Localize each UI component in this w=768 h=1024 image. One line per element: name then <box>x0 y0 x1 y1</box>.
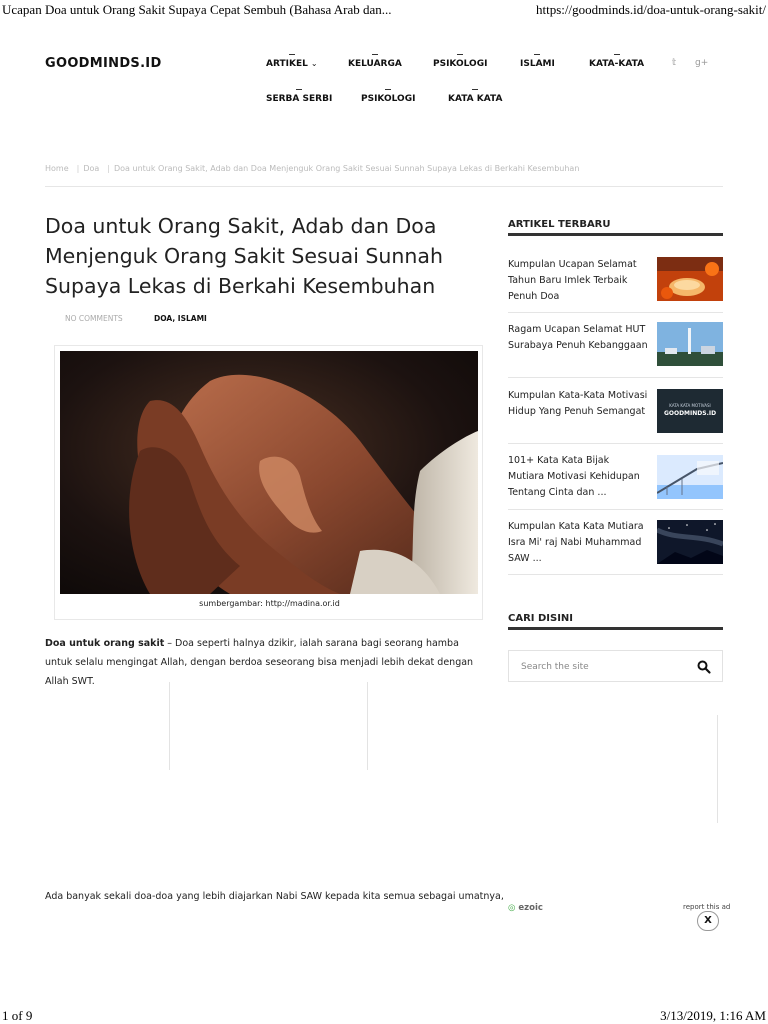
nav-label: PSIKOLOGI <box>433 59 488 69</box>
print-page-url: https://goodminds.id/doa-untuk-orang-sakit/ <box>535 2 766 17</box>
breadcrumb-divider <box>45 186 723 187</box>
google-plus-icon[interactable]: g+ <box>695 58 709 68</box>
bridge-image <box>657 455 723 499</box>
nav-item-artikel[interactable] <box>266 59 318 69</box>
recent-post-title[interactable]: Kumpulan Kata-Kata Motivasi Hidup Yang Penuh Semangat <box>508 390 648 417</box>
recent-post-thumbnail[interactable] <box>657 322 723 366</box>
print-footer <box>0 1008 768 1024</box>
breadcrumb-home[interactable]: Home <box>45 164 69 173</box>
nav-label: KATA KATA <box>448 94 503 104</box>
post-divider <box>508 312 723 313</box>
article-featured-figure <box>54 345 483 620</box>
search-input[interactable] <box>521 659 691 675</box>
nav-dash <box>372 54 378 55</box>
nav-item-kata-kata-2[interactable] <box>448 94 502 104</box>
recent-post-title[interactable]: Kumpulan Ucapan Selamat Tahun Baru Imlek Terbaik Penuh Doa <box>508 259 637 302</box>
site-logo[interactable]: GOODMINDS.ID <box>45 56 162 71</box>
recent-post-thumbnail[interactable] <box>657 257 723 301</box>
post-divider <box>508 574 723 575</box>
breadcrumb-separator: | <box>76 164 80 173</box>
recent-post[interactable] <box>508 519 723 569</box>
nav-label: KELUARGA <box>348 59 402 69</box>
recent-post[interactable] <box>508 388 723 438</box>
widget-title-text: CARI DISINI <box>508 613 574 624</box>
ezoic-label: ezoic <box>518 903 543 913</box>
recent-post-thumbnail[interactable] <box>657 455 723 499</box>
recent-post-title[interactable]: Ragam Ucapan Selamat HUT Surabaya Penuh Kebanggaan <box>508 324 648 351</box>
article-paragraph: Ada banyak sekali doa-doa yang lebih diajarkan Nabi SAW kepada kita semua sebagai umatnya, <box>45 891 504 902</box>
ad-border-left <box>169 682 170 770</box>
print-page-number: 1 of 9 <box>2 1008 33 1023</box>
nav-item-psikologi[interactable] <box>433 59 487 69</box>
article-title: Doa untuk Orang Sakit, Adab dan Doa Menjenguk Orang Sakit Sesuai Sunnah Supaya Lekas di Berkahi Kesembuhan <box>45 214 443 298</box>
search-button[interactable] <box>696 659 712 675</box>
recent-post[interactable] <box>508 257 723 307</box>
nav-dash <box>289 54 295 55</box>
nav-label: KATA-KATA <box>589 59 645 69</box>
post-divider <box>508 377 723 378</box>
search-form <box>508 650 723 682</box>
ad-border-right <box>367 682 368 770</box>
recent-post[interactable] <box>508 453 723 503</box>
nav-item-islami[interactable] <box>520 59 555 69</box>
food-image <box>657 257 723 301</box>
recent-articles-title <box>508 219 723 230</box>
recent-post-thumbnail[interactable] <box>657 389 723 433</box>
image-caption: sumbergambar: http://madina.or.id <box>199 599 340 608</box>
nav-dash <box>614 54 620 55</box>
night-sky-image <box>657 520 723 564</box>
praying-hands-image <box>60 351 478 594</box>
widget-title-underline <box>508 233 723 236</box>
nav-item-psikologi-2[interactable] <box>361 94 415 104</box>
print-datetime: 3/13/2019, 1:16 AM <box>660 1008 766 1023</box>
thumbnail-logo: GOODMINDS.ID <box>663 410 717 417</box>
nav-label: PSIKOLOGI <box>361 94 416 104</box>
ezoic-logo[interactable] <box>508 903 543 913</box>
recent-post-title[interactable]: 101+ Kata Kata Bijak Mutiara Motivasi Kehidupan Tentang Cinta dan ... <box>508 455 640 498</box>
nav-dash <box>385 89 391 90</box>
nav-item-keluarga[interactable] <box>348 59 402 69</box>
breadcrumb-separator: | <box>107 164 110 173</box>
print-header <box>0 0 768 22</box>
article-intro <box>45 634 483 691</box>
nav-label: SERBA SERBI <box>266 94 333 104</box>
widget-title-text: ARTIKEL TERBARU <box>508 219 611 230</box>
article-categories[interactable]: DOA, ISLAMI <box>154 314 207 323</box>
widget-title-underline <box>508 627 723 630</box>
breadcrumb-current: Doa untuk Orang Sakit, Adab dan Doa Menjenguk Orang Sakit Sesuai Sunnah Supaya Lekas di Berkahi Kesembuhan <box>114 164 580 173</box>
close-ad-button[interactable]: X <box>697 911 719 931</box>
intro-keyword: Doa untuk orang sakit <box>45 638 165 649</box>
nav-dash <box>457 54 463 55</box>
recent-post[interactable] <box>508 322 723 372</box>
intro-text: – Doa seperti halnya dzikir, ialah sarana bagi seorang hamba untuk selalu mengingat Allah, dengan berdoa seseorang bisa menjadi lebih dekat dengan Allah SWT. <box>45 638 474 687</box>
nav-label: ISLAMI <box>520 59 555 69</box>
breadcrumb-category[interactable]: Doa <box>83 164 100 173</box>
recent-post-thumbnail[interactable] <box>657 520 723 564</box>
search-icon <box>696 659 712 675</box>
twitter-icon[interactable]: 𝕥 <box>672 58 677 68</box>
post-divider <box>508 509 723 510</box>
breadcrumb <box>45 164 583 173</box>
nav-item-serba-serbi[interactable] <box>266 94 332 104</box>
post-divider <box>508 443 723 444</box>
sidebar-ad-border <box>717 715 718 823</box>
main-navigation <box>0 40 768 120</box>
chevron-down-icon: ⌄ <box>310 59 318 68</box>
report-ad-link[interactable]: report this ad <box>683 903 731 911</box>
recent-post-title[interactable]: Kumpulan Kata Kata Mutiara Isra Mi' raj Nabi Muhammad SAW ... <box>508 521 644 564</box>
nav-label: ARTIKEL <box>266 59 308 69</box>
nav-dash <box>472 89 478 90</box>
print-page-title: Ucapan Doa untuk Orang Sakit Supaya Cepat Sembuh (Bahasa Arab dan... <box>2 2 392 17</box>
nav-dash <box>534 54 540 55</box>
ezoic-icon: ◎ <box>508 903 516 913</box>
nav-item-kata-kata[interactable] <box>589 59 644 69</box>
search-widget-title <box>508 613 723 624</box>
city-monument-image <box>657 322 723 366</box>
comments-count[interactable]: NO COMMENTS <box>65 314 123 323</box>
thumbnail-subtitle: KATA KATA MOTIVASI <box>669 403 711 408</box>
nav-dash <box>296 89 302 90</box>
